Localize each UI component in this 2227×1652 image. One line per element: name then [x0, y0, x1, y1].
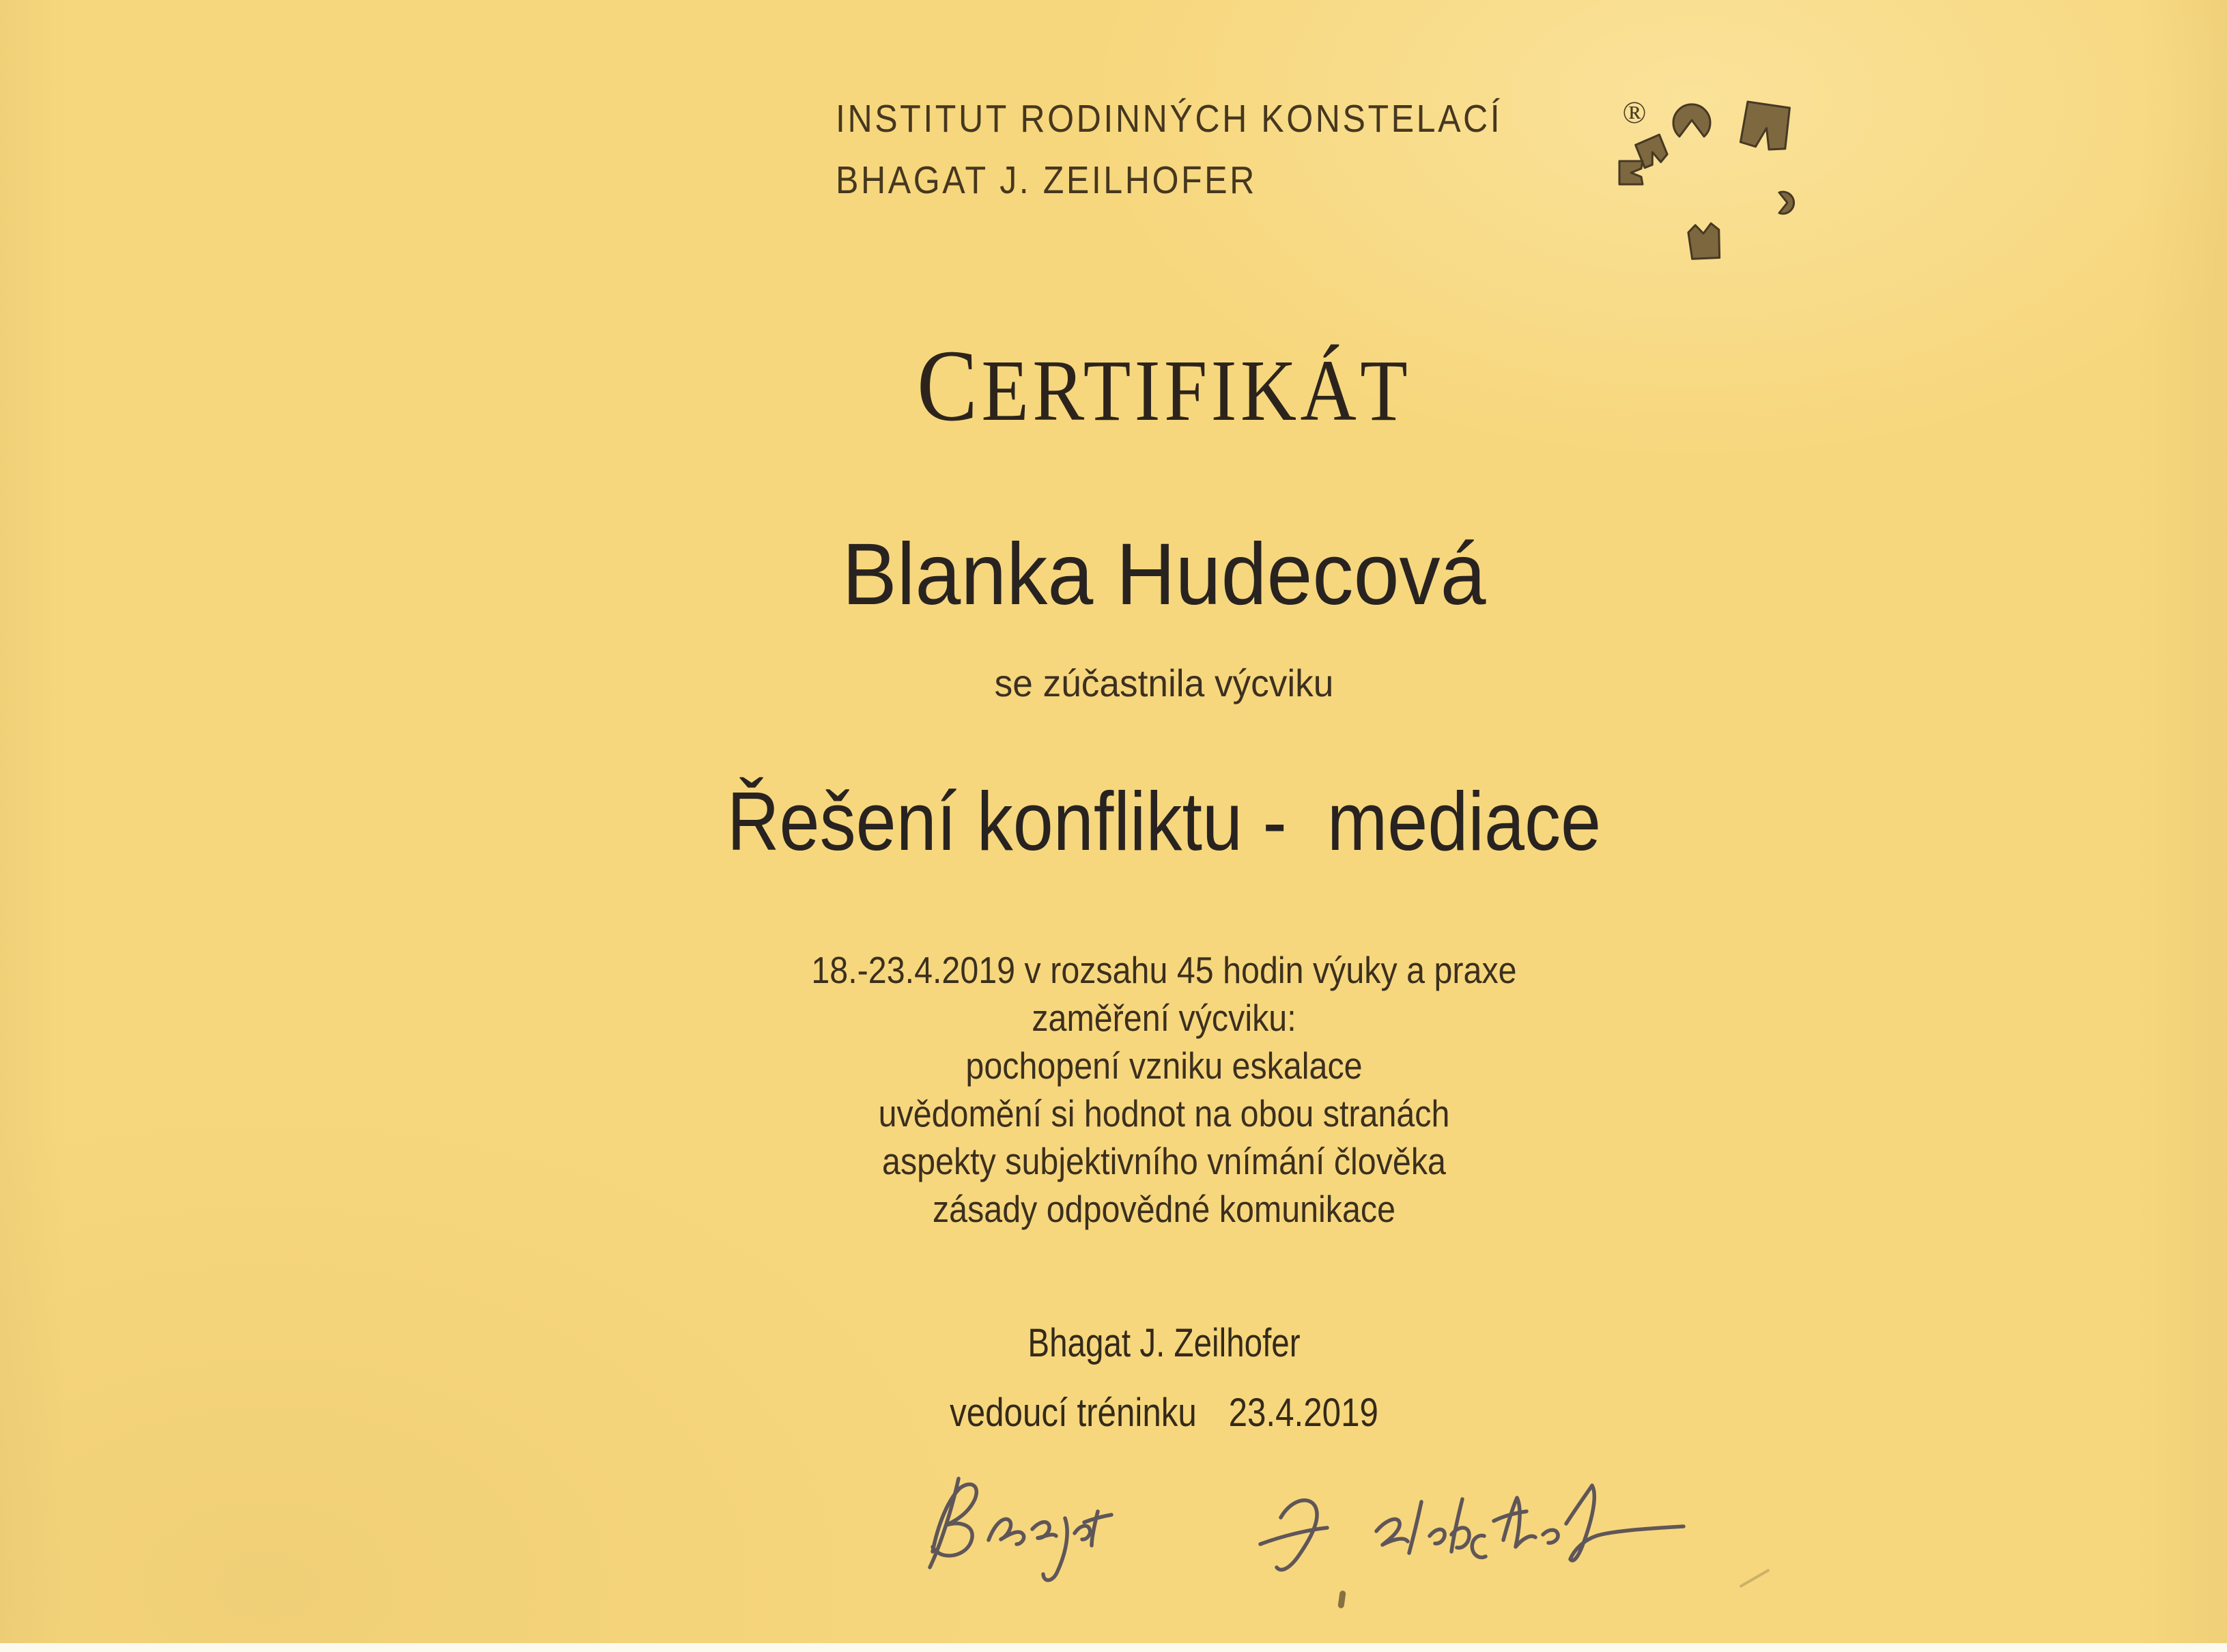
signer-role-line	[261, 1389, 2068, 1437]
detail-line: uvědomění si hodnot na obou stranách	[878, 1092, 1450, 1135]
participation-line: se zúčastnila výcviku	[994, 661, 1334, 704]
paper-scratch	[1739, 1569, 1770, 1588]
m-marker-icon	[1688, 223, 1720, 259]
detail-line: aspekty subjektivního vnímání člověka	[882, 1140, 1446, 1182]
recipient-name: Blanka Hudecová	[842, 526, 1486, 623]
course-details	[229, 946, 2099, 1233]
crescent-marker-icon	[1779, 192, 1794, 214]
scan-edge-strip	[0, 1643, 2227, 1652]
registered-trademark-icon: ®	[1622, 95, 1647, 130]
letterhead-person: BHAGAT J. ZEILHOFER	[836, 158, 1257, 202]
title-rest: ERTIFIKÁT	[981, 342, 1412, 439]
flag-marker-icon	[1739, 99, 1793, 153]
letterhead-institute: INSTITUT RODINNÝCH KONSTELACÍ	[836, 97, 1503, 141]
constellation-logo	[1608, 81, 1813, 285]
course-title: Řešení konfliktu - mediace	[726, 775, 1602, 868]
handwritten-signature	[898, 1453, 1718, 1589]
detail-line: zásady odpovědné komunikace	[932, 1188, 1396, 1230]
title-initial: C	[916, 329, 982, 442]
certificate-title	[218, 329, 2110, 442]
detail-line: pochopení vzniku eskalace	[965, 1044, 1363, 1087]
signature-date: 23.4.2019	[1228, 1391, 1378, 1435]
detail-line: 18.-23.4.2019 v rozsahu 45 hodin výuky a praxe	[811, 949, 1517, 991]
signer-role: vedoucí tréninku	[950, 1391, 1197, 1435]
signer-name: Bhagat J. Zeilhofer	[1027, 1321, 1301, 1365]
ink-speck	[1337, 1591, 1346, 1609]
square-marker-icon	[1619, 161, 1643, 184]
arch-marker-icon	[1673, 104, 1710, 137]
detail-line: zaměření výcviku:	[1032, 997, 1296, 1039]
